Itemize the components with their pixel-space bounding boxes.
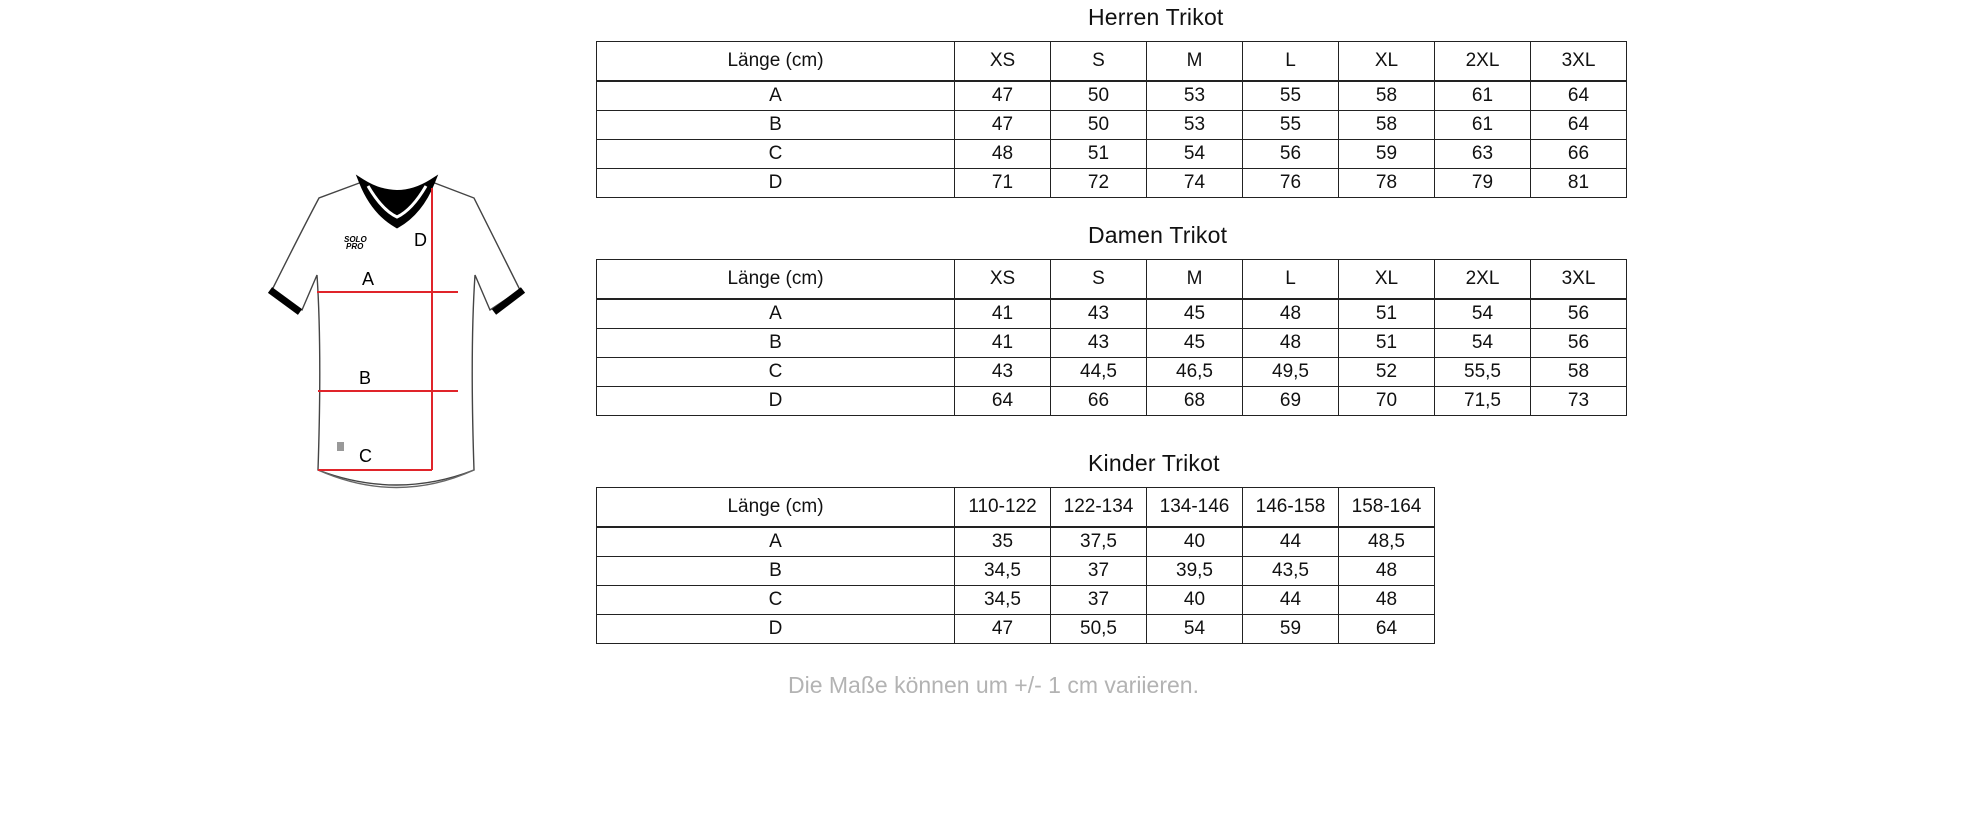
table-row	[597, 81, 1627, 111]
label-b: B	[359, 368, 372, 388]
table-row	[597, 358, 1627, 387]
cell: 37	[1051, 586, 1147, 615]
header-cell: Länge (cm)	[597, 42, 955, 82]
cell: 52	[1339, 358, 1435, 387]
header-cell: L	[1243, 42, 1339, 82]
cell: 37,5	[1051, 527, 1147, 557]
row-label: D	[597, 387, 955, 416]
table-row	[597, 615, 1435, 644]
cell: 55,5	[1435, 358, 1531, 387]
header-cell: L	[1243, 260, 1339, 300]
table-herren	[596, 41, 1627, 198]
cell: 58	[1339, 81, 1435, 111]
cell: 41	[955, 329, 1051, 358]
table-row	[597, 299, 1627, 329]
table-kinder	[596, 487, 1435, 644]
row-label: D	[597, 615, 955, 644]
header-cell: XS	[955, 260, 1051, 300]
cell: 63	[1435, 140, 1531, 169]
cell: 68	[1147, 387, 1243, 416]
cell: 58	[1339, 111, 1435, 140]
table-row	[597, 111, 1627, 140]
header-cell: Länge (cm)	[597, 260, 955, 300]
cell: 61	[1435, 111, 1531, 140]
cell: 73	[1531, 387, 1627, 416]
label-c: C	[359, 446, 372, 466]
table-row	[597, 527, 1435, 557]
cell: 66	[1051, 387, 1147, 416]
row-label: A	[597, 527, 955, 557]
cell: 37	[1051, 557, 1147, 586]
cell: 55	[1243, 81, 1339, 111]
cell: 48	[1243, 299, 1339, 329]
cell: 45	[1147, 299, 1243, 329]
row-label: D	[597, 169, 955, 198]
care-label-icon	[337, 442, 344, 451]
row-label: C	[597, 586, 955, 615]
tolerance-note: Die Maße können um +/- 1 cm variieren.	[788, 672, 1199, 698]
cell: 56	[1531, 329, 1627, 358]
cell: 43	[1051, 299, 1147, 329]
title-herren: Herren Trikot	[1088, 4, 1224, 30]
cell: 44,5	[1051, 358, 1147, 387]
cell: 44	[1243, 586, 1339, 615]
table-header-row	[597, 488, 1435, 528]
label-d: D	[414, 230, 427, 250]
table-row	[597, 169, 1627, 198]
cell: 47	[955, 111, 1051, 140]
header-cell: XS	[955, 42, 1051, 82]
brand-logo: SOLO	[344, 235, 367, 244]
cell: 41	[955, 299, 1051, 329]
cell: 35	[955, 527, 1051, 557]
cell: 51	[1051, 140, 1147, 169]
table-header-row	[597, 42, 1627, 82]
row-label: B	[597, 557, 955, 586]
cell: 69	[1243, 387, 1339, 416]
cell: 64	[1531, 81, 1627, 111]
cell: 54	[1147, 140, 1243, 169]
row-label: A	[597, 299, 955, 329]
row-label: B	[597, 111, 955, 140]
cell: 51	[1339, 329, 1435, 358]
cell: 71	[955, 169, 1051, 198]
cell: 44	[1243, 527, 1339, 557]
table-header-row	[597, 260, 1627, 300]
header-cell: XL	[1339, 42, 1435, 82]
table-row	[597, 387, 1627, 416]
brand-logo-line2: PRO	[346, 242, 364, 251]
cell: 39,5	[1147, 557, 1243, 586]
header-cell: 3XL	[1531, 42, 1627, 82]
title-damen: Damen Trikot	[1088, 222, 1228, 248]
cell: 74	[1147, 169, 1243, 198]
cell: 56	[1243, 140, 1339, 169]
cell: 59	[1243, 615, 1339, 644]
cell: 64	[955, 387, 1051, 416]
cell: 64	[1339, 615, 1435, 644]
cell: 46,5	[1147, 358, 1243, 387]
cell: 34,5	[955, 557, 1051, 586]
table-row	[597, 557, 1435, 586]
cell: 79	[1435, 169, 1531, 198]
cell: 72	[1051, 169, 1147, 198]
cell: 59	[1339, 140, 1435, 169]
cell: 53	[1147, 111, 1243, 140]
jersey-diagram	[262, 170, 532, 490]
header-cell: 146-158	[1243, 488, 1339, 528]
cell: 66	[1531, 140, 1627, 169]
header-cell: 122-134	[1051, 488, 1147, 528]
cell: 43	[1051, 329, 1147, 358]
header-cell: M	[1147, 42, 1243, 82]
cell: 48	[955, 140, 1051, 169]
cell: 71,5	[1435, 387, 1531, 416]
cell: 61	[1435, 81, 1531, 111]
cell: 40	[1147, 586, 1243, 615]
cell: 51	[1339, 299, 1435, 329]
cell: 43	[955, 358, 1051, 387]
cell: 56	[1531, 299, 1627, 329]
cell: 58	[1531, 358, 1627, 387]
row-label: C	[597, 140, 955, 169]
table-damen	[596, 259, 1627, 416]
header-cell: 2XL	[1435, 42, 1531, 82]
cell: 49,5	[1243, 358, 1339, 387]
header-cell: 134-146	[1147, 488, 1243, 528]
cell: 48	[1243, 329, 1339, 358]
cell: 81	[1531, 169, 1627, 198]
cell: 50,5	[1051, 615, 1147, 644]
header-cell: 110-122	[955, 488, 1051, 528]
cell: 53	[1147, 81, 1243, 111]
cell: 40	[1147, 527, 1243, 557]
cell: 48	[1339, 586, 1435, 615]
table-row	[597, 140, 1627, 169]
row-label: C	[597, 358, 955, 387]
cell: 47	[955, 81, 1051, 111]
header-cell: Länge (cm)	[597, 488, 955, 528]
cell: 54	[1435, 299, 1531, 329]
header-cell: S	[1051, 260, 1147, 300]
cell: 78	[1339, 169, 1435, 198]
cell: 55	[1243, 111, 1339, 140]
header-cell: M	[1147, 260, 1243, 300]
row-label: A	[597, 81, 955, 111]
header-cell: 2XL	[1435, 260, 1531, 300]
cell: 64	[1531, 111, 1627, 140]
cell: 50	[1051, 111, 1147, 140]
table-row	[597, 586, 1435, 615]
cell: 54	[1147, 615, 1243, 644]
cell: 54	[1435, 329, 1531, 358]
table-row	[597, 329, 1627, 358]
header-cell: XL	[1339, 260, 1435, 300]
header-cell: 3XL	[1531, 260, 1627, 300]
cell: 76	[1243, 169, 1339, 198]
header-cell: S	[1051, 42, 1147, 82]
cell: 47	[955, 615, 1051, 644]
title-kinder: Kinder Trikot	[1088, 450, 1220, 476]
cell: 48	[1339, 557, 1435, 586]
cell: 48,5	[1339, 527, 1435, 557]
cell: 45	[1147, 329, 1243, 358]
cell: 34,5	[955, 586, 1051, 615]
cell: 70	[1339, 387, 1435, 416]
cell: 50	[1051, 81, 1147, 111]
label-a: A	[362, 269, 375, 289]
cell: 43,5	[1243, 557, 1339, 586]
row-label: B	[597, 329, 955, 358]
header-cell: 158-164	[1339, 488, 1435, 528]
